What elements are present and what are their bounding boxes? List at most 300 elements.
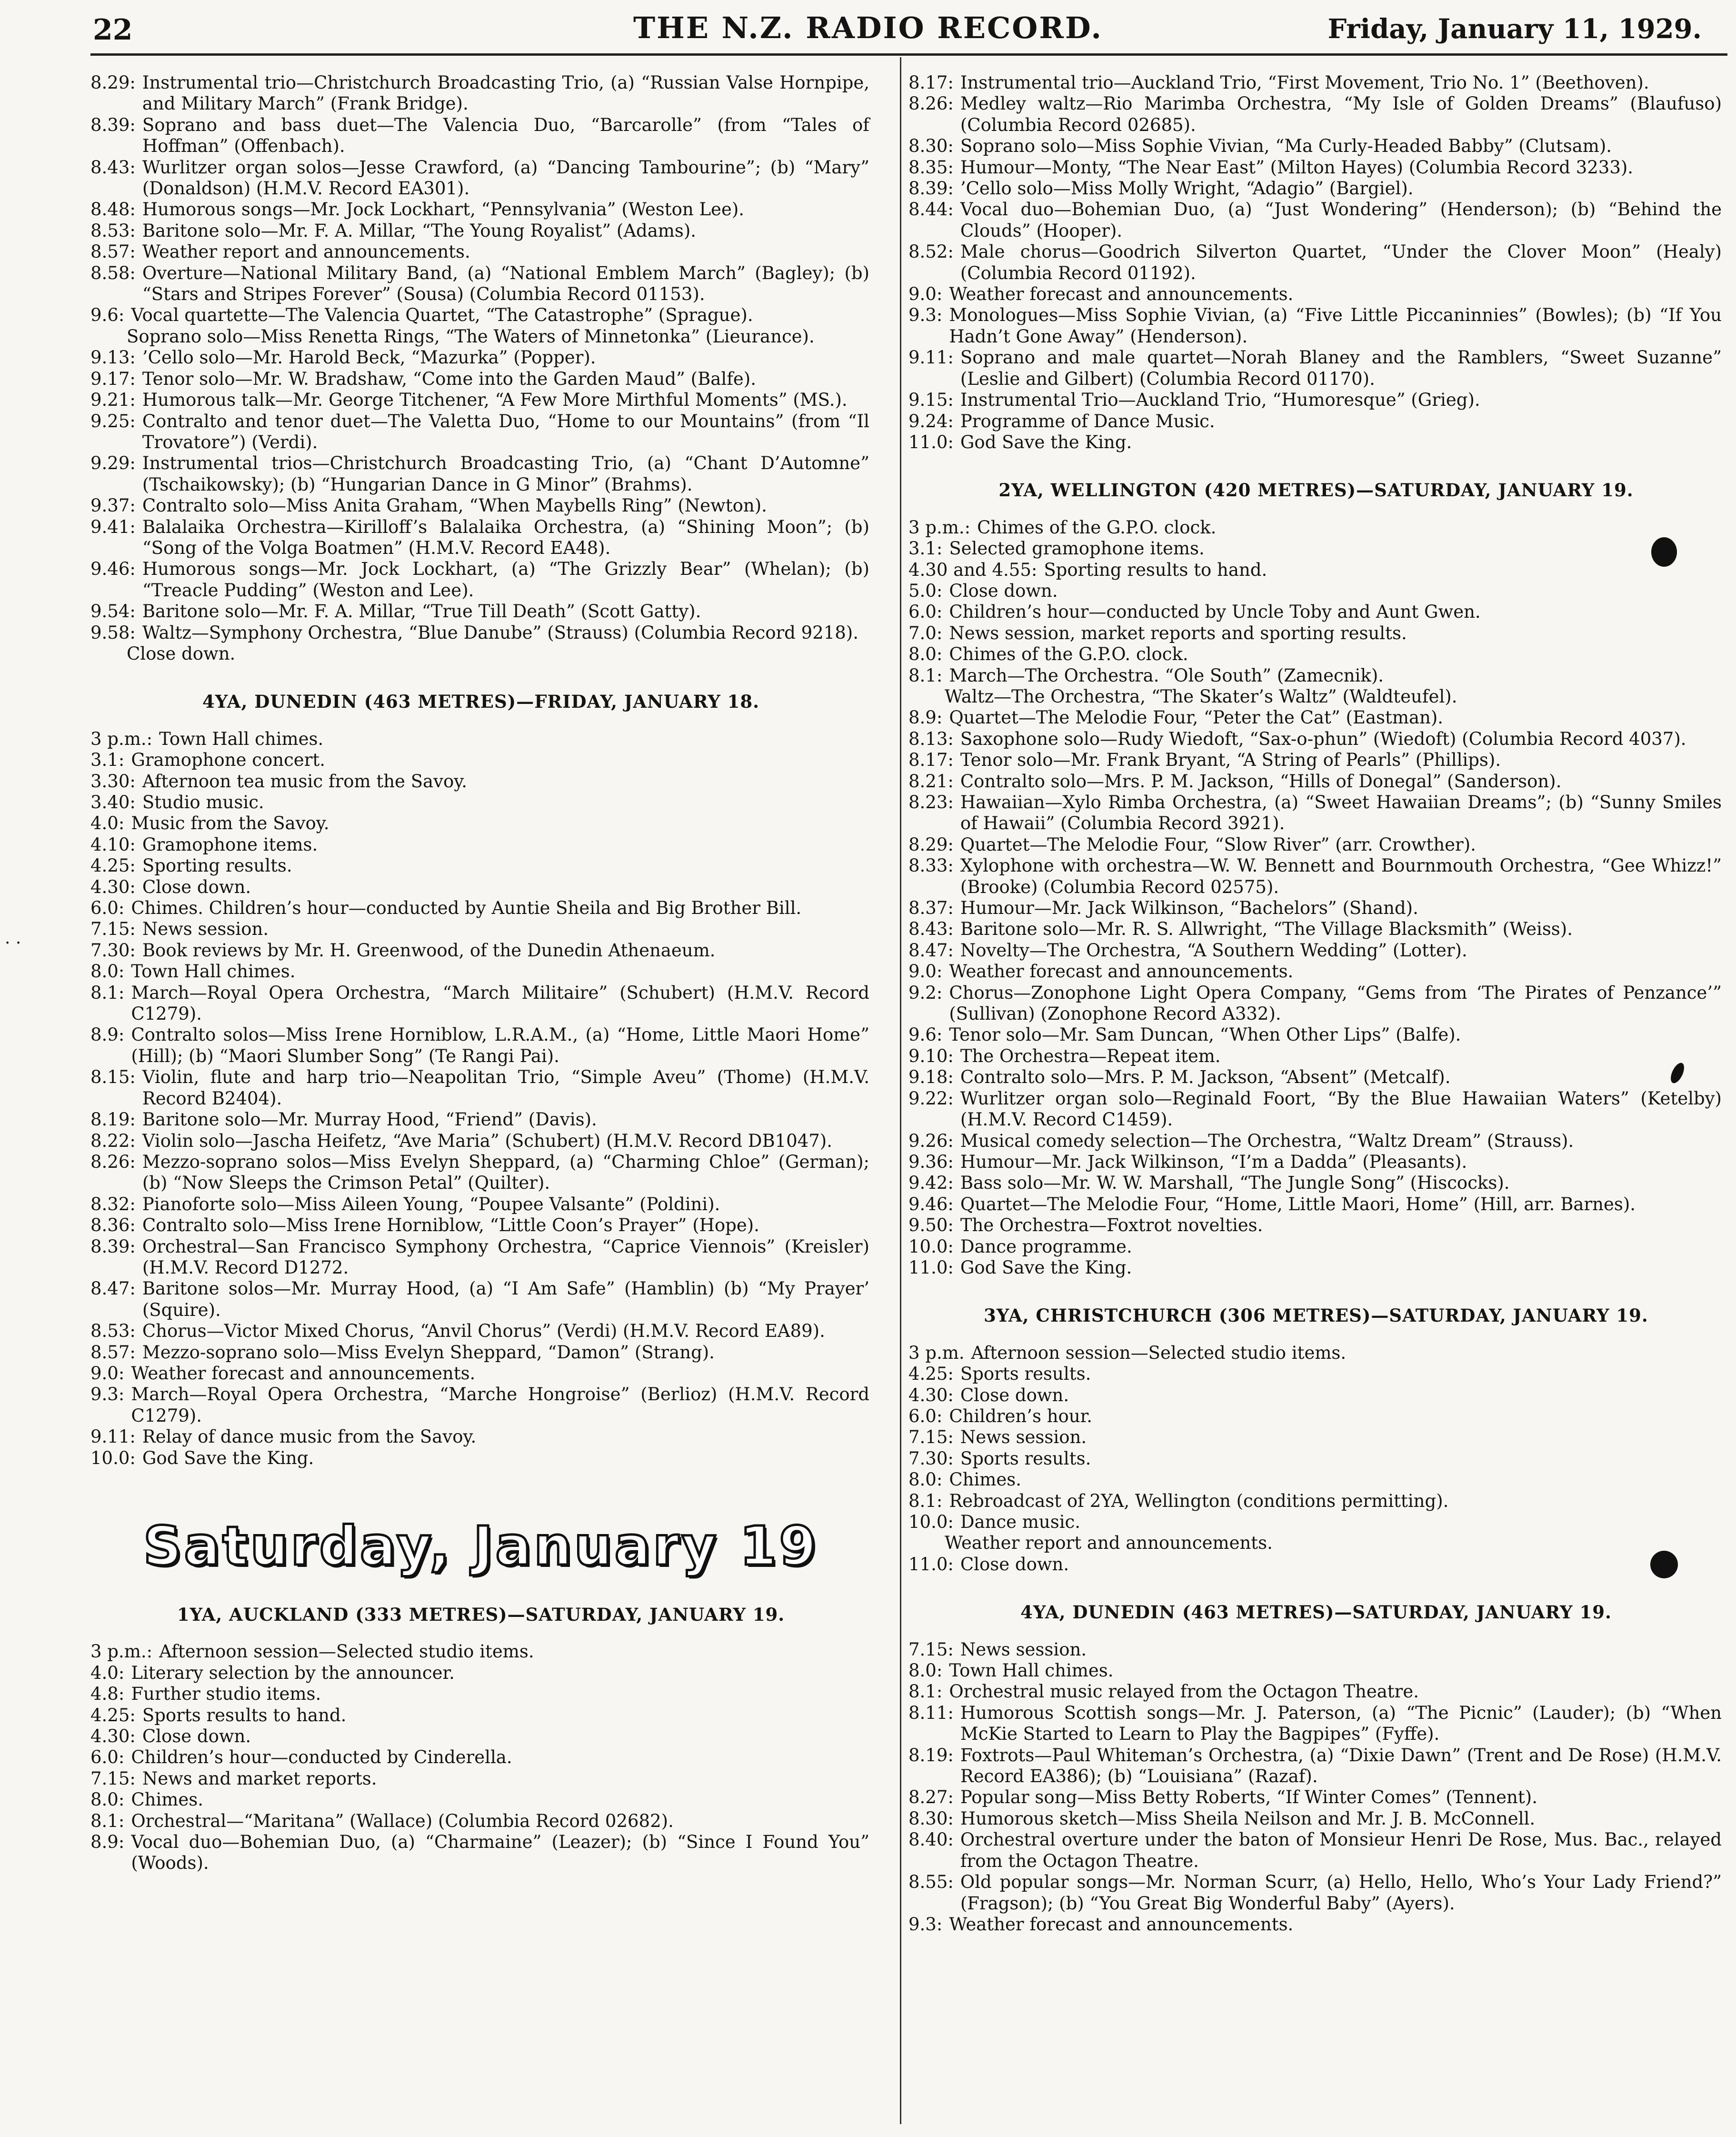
entry-description: Weather forecast and announcements. (131, 1363, 476, 1384)
entry-description: Soprano solo—Miss Sophie Vivian, “Ma Curly-Headed Babby” (Clutsam). (960, 136, 1612, 157)
entry-time: 8.17: (908, 72, 954, 93)
entry-description: Town Hall chimes. (131, 961, 296, 982)
programme-entry (90, 305, 871, 326)
programme-entry (90, 1641, 871, 1662)
entry-description: Baritone solo—Mr. F. A. Millar, “True Till Death” (Scott Gatty). (142, 601, 701, 622)
programme-entry (90, 855, 871, 876)
entry-time: 9.13: (90, 347, 136, 368)
entry-time: 9.0: (908, 284, 943, 305)
programme-entry (908, 390, 1724, 411)
entry-time: 10.0: (90, 1447, 136, 1468)
entry-time: 4.0: (90, 813, 125, 834)
programme-entry (908, 1257, 1724, 1278)
programme-entry (90, 1663, 871, 1684)
programme-entry (90, 1067, 871, 1109)
entry-time: 9.6: (90, 305, 125, 326)
entry-description: Town Hall chimes. (949, 1660, 1114, 1681)
issue-date: Friday, January 11, 1929. (1327, 13, 1702, 45)
entry-time: 8.39: (90, 1236, 136, 1257)
entry-time: 3 p.m. (908, 1342, 965, 1363)
entry-description: Pianoforte solo—Miss Aileen Young, “Poupee Valsante” (Poldini). (142, 1194, 720, 1214)
entry-description: Children’s hour—conducted by Cinderella. (131, 1747, 512, 1768)
entry-description: Instrumental trios—Christchurch Broadcasting Trio, (a) “Chant D’Automne” (Tschaikowsky); (b) “Hungarian Dance in G Minor” (Brahms). (142, 453, 869, 495)
programme-entry (90, 1194, 871, 1215)
station-heading: 4YA, DUNEDIN (463 METRES)—SATURDAY, JANUARY 19. (1020, 1602, 1612, 1623)
entry-time: 8.39: (90, 114, 136, 135)
programme-entry (908, 1681, 1724, 1702)
entry-description: Tenor solo—Mr. Frank Bryant, “A String of Pearls” (Phillips). (960, 750, 1501, 771)
programme-entry (908, 1385, 1724, 1406)
programme-entry (90, 347, 871, 368)
entry-time: 8.13: (908, 728, 954, 749)
entry-description: Relay of dance music from the Savoy. (142, 1426, 477, 1447)
entry-description: Sporting results to hand. (1044, 559, 1267, 580)
entry-time: 8.40: (908, 1829, 954, 1850)
entry-time: 4.30: (908, 1385, 954, 1405)
entry-time: 7.0: (908, 622, 943, 643)
entry-description: Sports results. (960, 1448, 1091, 1469)
entry-time: 4.0: (90, 1662, 125, 1683)
entry-description: Studio music. (142, 792, 264, 813)
entry-time: 8.0: (90, 961, 125, 982)
entry-description: Literary selection by the announcer. (131, 1662, 455, 1683)
programme-entry (908, 792, 1724, 834)
entry-time: 9.29: (90, 453, 136, 474)
programme-entry (908, 1131, 1724, 1152)
programme-entry (908, 199, 1724, 241)
entry-time: 6.0: (90, 898, 125, 919)
programme-entry (90, 1024, 871, 1067)
programme-entry (90, 792, 871, 813)
entry-time: 8.29: (90, 72, 136, 93)
programme-entry (90, 1278, 871, 1321)
entry-time: 8.23: (908, 792, 954, 813)
programme-entry (908, 1215, 1724, 1236)
header-rule (90, 53, 1727, 56)
entry-description: Chorus—Victor Mixed Chorus, “Anvil Chorus” (Verdi) (H.M.V. Record EA89). (142, 1321, 825, 1342)
entry-description: March—The Orchestra. “Ole South” (Zamecnik). (949, 665, 1384, 686)
entry-time: 9.3: (90, 1384, 125, 1405)
programme-entry (90, 72, 871, 115)
programme-entry (908, 1173, 1724, 1194)
entry-time: 8.58: (90, 262, 136, 283)
entry-description: Weather forecast and announcements. (949, 961, 1294, 982)
entry-time: 9.3: (908, 1914, 943, 1935)
entry-time: 9.54: (90, 601, 136, 622)
programme-entry (90, 390, 871, 411)
entry-description: God Save the King. (960, 431, 1132, 452)
entry-time: 4.30 and 4.55: (908, 559, 1038, 580)
entry-time: 8.43: (90, 157, 136, 178)
entry-time: 8.1: (908, 1681, 943, 1702)
entry-time: 8.1: (908, 1490, 943, 1511)
entry-time: 9.46: (90, 559, 136, 580)
programme-entry (908, 1512, 1724, 1533)
entry-description: Tenor solo—Mr. W. Bradshaw, “Come into the Garden Maud” (Balfe). (142, 368, 756, 389)
entry-description: Contralto solos—Miss Irene Horniblow, L.R.A.M., (a) “Home, Little Maori Home” (Hill); (b) “Maori Slumber Song” (Te Rangi Pai). (131, 1024, 869, 1066)
entry-time: 8.0: (90, 1789, 125, 1810)
entry-time: 8.57: (90, 241, 136, 262)
entry-description: Orchestral—“Maritana” (Wallace) (Columbia Record 02682). (131, 1810, 674, 1831)
entry-description: Humorous Scottish songs—Mr. J. Paterson, (a) “The Picnic” (Lauder); (b) “When McKie Started to Learn to Play the Bagpipes” (Fyffe). (960, 1702, 1722, 1745)
entry-description: Waltz—Symphony Orchestra, “Blue Danube” (Strauss) (Columbia Record 9218). (142, 622, 858, 643)
entry-time: 9.17: (90, 368, 136, 389)
entry-description: Children’s hour. (949, 1405, 1093, 1426)
entry-time: 4.30: (90, 1726, 136, 1747)
entry-time: 10.0: (908, 1236, 954, 1257)
entry-description: Afternoon session—Selected studio items. (971, 1342, 1347, 1363)
entry-time: 9.15: (908, 390, 954, 411)
programme-entry (908, 983, 1724, 1025)
entry-description: Vocal duo—Bohemian Duo, (a) “Charmaine” (Leazer); (b) “Since I Found You” (Woods). (131, 1832, 869, 1874)
entry-time: 6.0: (908, 1405, 943, 1426)
entry-time: 3 p.m.: (908, 517, 971, 538)
entry-description: Chimes. (949, 1469, 1022, 1490)
ink-blot (1650, 1551, 1678, 1578)
column-divider (900, 57, 901, 2124)
entry-time: 8.19: (90, 1109, 136, 1130)
entry-description: News session. (142, 919, 269, 940)
left-column (90, 72, 871, 1874)
entry-time: 8.47: (90, 1278, 136, 1299)
entry-time: 3 p.m.: (90, 1641, 153, 1662)
entry-time: 9.50: (908, 1215, 954, 1236)
entry-time: 11.0: (908, 1554, 954, 1575)
entry-time: 8.37: (908, 898, 954, 919)
programme-entry (908, 855, 1724, 898)
entry-time: 9.58: (90, 622, 136, 643)
programme-entry (90, 601, 871, 622)
entry-description: Close down. (960, 1554, 1069, 1575)
entry-time: 6.0: (908, 602, 943, 622)
entry-description: Weather report and announcements. (142, 241, 470, 262)
entry-time: 9.22: (908, 1088, 954, 1109)
programme-entry (90, 1747, 871, 1768)
entry-time: 4.10: (90, 834, 136, 855)
programme-entry (908, 241, 1724, 284)
entry-time: 8.0: (908, 1469, 943, 1490)
entry-description: The Orchestra—Repeat item. (960, 1045, 1221, 1066)
entry-time: 9.3: (908, 305, 943, 326)
programme-entry (908, 686, 1724, 707)
entry-description: Monologues—Miss Sophie Vivian, (a) “Five Little Piccaninnies” (Bowles); (b) “If You Hadn’t Gone Away” (Henderson). (949, 305, 1722, 347)
entry-time: 8.1: (908, 665, 943, 686)
entry-description: Orchestral overture under the baton of Monsieur Henri De Rose, Mus. Bac., relayed from the Octagon Theatre. (960, 1829, 1722, 1871)
programme-entry (90, 263, 871, 305)
programme-entry (90, 983, 871, 1025)
right-column (908, 72, 1724, 1935)
entry-time: 9.41: (90, 516, 136, 537)
entry-time: 8.0: (908, 1660, 943, 1681)
entry-time: 9.26: (908, 1130, 954, 1151)
entry-description: Close down. (142, 876, 251, 897)
entry-description: Humorous songs—Mr. Jock Lockhart, (a) “The Grizzly Bear” (Whelan); (b) “Treacle Pudding” (Weston and Lee). (142, 559, 869, 601)
entry-time: 9.0: (908, 961, 943, 982)
entry-description: Musical comedy selection—The Orchestra, “Waltz Dream” (Strauss). (960, 1130, 1574, 1151)
entry-description: Humour—Mr. Jack Wilkinson, “I’m a Dadda” (Pleasants). (960, 1151, 1467, 1172)
programme-entry (90, 199, 871, 220)
entry-time: 7.30: (90, 940, 136, 961)
entry-time: 4.25: (90, 855, 136, 876)
programme-entry (908, 1787, 1724, 1808)
entry-time: 8.44: (908, 199, 954, 220)
entry-description: Chimes of the G.P.O. clock. (949, 644, 1188, 665)
programme-entry (908, 771, 1724, 792)
entry-time: 8.36: (90, 1215, 136, 1236)
entry-time: 8.55: (908, 1872, 954, 1893)
programme-entry (90, 898, 871, 919)
programme-entry (908, 93, 1724, 136)
programme-entry (908, 136, 1724, 157)
programme-entry (90, 1811, 871, 1832)
programme-entry (90, 1705, 871, 1726)
programme-entry (90, 1448, 871, 1469)
programme-entry (90, 495, 871, 516)
entry-description: Xylophone with orchestra—W. W. Bennett and Bournmouth Orchestra, “Gee Whizz!” (Brooke) (Columbia Record 02575). (960, 855, 1722, 897)
programme-entry (908, 178, 1724, 199)
entry-time: 4.8: (90, 1684, 125, 1705)
programme-entry (90, 643, 871, 664)
programme-entry (90, 1726, 871, 1747)
programme-entry (90, 1109, 871, 1130)
entry-time: 8.17: (908, 750, 954, 771)
entry-description: Children’s hour—conducted by Uncle Toby and Aunt Gwen. (949, 602, 1481, 622)
entry-time: 8.48: (90, 199, 136, 220)
programme-entry (90, 1342, 871, 1363)
entry-description: Dance programme. (960, 1236, 1132, 1257)
programme-entry (90, 241, 871, 262)
entry-time: 9.0: (90, 1363, 125, 1384)
station-heading: 1YA, AUCKLAND (333 METRES)—SATURDAY, JANUARY 19. (177, 1604, 785, 1625)
entry-description: Violin solo—Jascha Heifetz, “Ave Maria” (Schubert) (H.M.V. Record DB1047). (142, 1130, 833, 1151)
entry-description: Afternoon session—Selected studio items. (159, 1641, 534, 1662)
programme-entry (908, 1427, 1724, 1448)
entry-description: March—Royal Opera Orchestra, “Marche Hongroise” (Berlioz) (H.M.V. Record C1279). (131, 1384, 869, 1426)
entry-description: Close down. (127, 643, 236, 664)
page-number: 22 (93, 13, 133, 47)
entry-description: Hawaiian—Xylo Rimba Orchestra, (a) “Sweet Hawaiian Dreams”; (b) “Sunny Smiles of Hawaii” (Columbia Record 3921). (960, 792, 1722, 834)
entry-description: Balalaika Orchestra—Kirilloff’s Balalaika Orchestra, (a) “Shining Moon”; (b) “Song of the Volga Boatmen” (H.M.V. Record EA48). (142, 516, 869, 558)
programme-entry (90, 115, 871, 157)
programme-entry (908, 284, 1724, 305)
programme-entry (908, 1639, 1724, 1660)
entry-description: Humorous talk—Mr. George Titchener, “A Few More Mirthful Moments” (MS.). (142, 390, 848, 411)
programme-entry (90, 369, 871, 390)
entry-description: Humour—Mr. Jack Wilkinson, “Bachelors” (Shand). (960, 898, 1418, 919)
entry-description: Music from the Savoy. (131, 813, 329, 834)
programme-entry (908, 750, 1724, 771)
programme-entry (908, 665, 1724, 686)
entry-description: Chimes. Children’s hour—conducted by Auntie Sheila and Big Brother Bill. (131, 898, 802, 919)
entry-description: Wurlitzer organ solo—Reginald Foort, “By the Blue Hawaiian Waters” (Ketelby) (H.M.V. Record C1459). (960, 1088, 1722, 1130)
entry-description: Contralto solo—Miss Irene Horniblow, “Little Coon’s Prayer” (Hope). (142, 1215, 759, 1236)
entry-description: Sports results. (960, 1364, 1091, 1385)
entry-description: Baritone solo—Mr. F. A. Millar, “The Young Royalist” (Adams). (142, 220, 697, 241)
entry-time: 8.19: (908, 1745, 954, 1766)
entry-time: 9.18: (908, 1067, 954, 1088)
programme-entry (908, 1194, 1724, 1215)
entry-description: Violin, flute and harp trio—Neapolitan Trio, “Simple Aveu” (Thome) (H.M.V. Record B2404). (142, 1067, 869, 1109)
entry-time: 8.26: (90, 1151, 136, 1172)
entry-time: 4.25: (90, 1705, 136, 1726)
entry-time: 4.25: (908, 1364, 954, 1385)
entry-description: Bass solo—Mr. W. W. Marshall, “The Jungle Song” (Hiscocks). (960, 1173, 1510, 1194)
programme-entry (908, 411, 1724, 432)
programme-entry (908, 919, 1724, 940)
programme-entry (908, 1024, 1724, 1045)
entry-time: 8.33: (908, 855, 954, 876)
entry-description: Programme of Dance Music. (960, 411, 1215, 431)
programme-entry (908, 1067, 1724, 1088)
entry-description: Chimes. (131, 1789, 204, 1810)
entry-description: Book reviews by Mr. H. Greenwood, of the Dunedin Athenaeum. (142, 940, 716, 961)
entry-description: Humorous sketch—Miss Sheila Neilson and Mr. J. B. McConnell. (960, 1808, 1536, 1829)
entry-time: 8.9: (90, 1024, 125, 1045)
entry-time: 5.0: (908, 580, 943, 601)
programme-entry (908, 1343, 1724, 1364)
entry-time: 9.2: (908, 982, 943, 1003)
entry-time: 8.35: (908, 157, 954, 178)
programme-entry (90, 1426, 871, 1447)
entry-description: Weather forecast and announcements. (949, 1914, 1294, 1935)
entry-time: 9.10: (908, 1045, 954, 1066)
entry-description: God Save the King. (142, 1447, 314, 1468)
entry-description: The Orchestra—Foxtrot novelties. (960, 1215, 1263, 1236)
entry-description: Instrumental Trio—Auckland Trio, “Humoresque” (Grieg). (960, 390, 1480, 411)
programme-entry (908, 1491, 1724, 1512)
entry-description: Orchestral—San Francisco Symphony Orchestra, “Caprice Viennois” (Kreisler) (H.M.V. Record D1272. (142, 1236, 869, 1278)
entry-description: Orchestral music relayed from the Octagon Theatre. (949, 1681, 1419, 1702)
programme-entry (908, 623, 1724, 644)
entry-description: Chorus—Zonophone Light Opera Company, “Gems from ‘The Pirates of Penzance’” (Sullivan) (Zonophone Record A332). (949, 982, 1722, 1024)
entry-description: Vocal quartette—The Valencia Quartet, “The Catastrophe” (Sprague). (131, 305, 753, 326)
ink-blot (1651, 537, 1677, 567)
programme-entry (908, 1872, 1724, 1914)
entry-description: Weather report and announcements. (945, 1533, 1273, 1554)
programme-entry (908, 1152, 1724, 1173)
entry-description: News session. (960, 1639, 1087, 1660)
programme-entry (908, 1088, 1724, 1131)
programme-entry (908, 1554, 1724, 1575)
programme-entry (90, 622, 871, 643)
entry-description: Quartet—The Melodie Four, “Peter the Cat” (Eastman). (949, 707, 1444, 728)
programme-entry (908, 1364, 1724, 1385)
entry-description: Close down. (949, 580, 1058, 601)
entry-time: 9.25: (90, 411, 136, 431)
programme-entry (908, 157, 1724, 178)
entry-time: 8.47: (908, 940, 954, 961)
programme-entry (908, 1448, 1724, 1469)
programme-entry (90, 1321, 871, 1342)
entry-description: Humorous songs—Mr. Jock Lockhart, “Pennsylvania” (Weston Lee). (142, 199, 745, 220)
entry-time: 8.9: (90, 1832, 125, 1853)
programme-entry (908, 72, 1724, 93)
entry-time: 9.37: (90, 495, 136, 516)
programme-entry (90, 1789, 871, 1810)
entry-description: Male chorus—Goodrich Silverton Quartet, “Under the Clover Moon” (Healy) (Columbia Record 01192). (960, 241, 1722, 283)
entry-time: 8.43: (908, 919, 954, 940)
entry-time: 8.32: (90, 1194, 136, 1214)
entry-time: 8.11: (908, 1702, 954, 1723)
entry-time: 7.15: (90, 919, 136, 940)
programme-entry (90, 559, 871, 601)
programme-entry (90, 1832, 871, 1874)
programme-entry (90, 813, 871, 834)
entry-time: 7.15: (908, 1639, 954, 1660)
entry-description: Mezzo-soprano solo—Miss Evelyn Sheppard, “Damon” (Strang). (142, 1342, 715, 1363)
entry-time: 11.0: (908, 431, 954, 452)
programme-entry (90, 877, 871, 898)
margin-specks: · · (5, 933, 21, 953)
entry-time: 8.53: (90, 220, 136, 241)
programme-entry (908, 432, 1724, 453)
programme-entry (908, 834, 1724, 855)
entry-description: Instrumental trio—Auckland Trio, “First Movement, Trio No. 1” (Beethoven). (960, 72, 1649, 93)
programme-entry (90, 940, 871, 961)
programme-entry (90, 1384, 871, 1426)
entry-time: 7.30: (908, 1448, 954, 1469)
entry-description: Dance music. (960, 1512, 1081, 1532)
programme-entry (908, 1406, 1724, 1427)
entry-description: Weather forecast and announcements. (949, 284, 1294, 305)
entry-time: 3.40: (90, 792, 136, 813)
entry-description: News session. (960, 1427, 1087, 1448)
programme-entry (90, 1131, 871, 1152)
entry-time: 8.1: (90, 1810, 125, 1831)
entry-time: 8.53: (90, 1321, 136, 1342)
programme-entry (90, 517, 871, 559)
entry-time: 8.52: (908, 241, 954, 262)
station-heading: 2YA, WELLINGTON (420 METRES)—SATURDAY, JANUARY 19. (998, 480, 1634, 501)
entry-time: 9.21: (90, 390, 136, 411)
entry-description: Instrumental trio—Christchurch Broadcasting Trio, (a) “Russian Valse Hornpipe, and Military March” (Frank Bridge). (142, 72, 869, 114)
entry-description: Afternoon tea music from the Savoy. (142, 771, 468, 792)
entry-description: Tenor solo—Mr. Sam Duncan, “When Other Lips” (Balfe). (949, 1024, 1461, 1045)
programme-entry (90, 326, 871, 347)
entry-description: Selected gramophone items. (949, 538, 1205, 559)
programme-entry (908, 305, 1724, 347)
programme-entry (908, 517, 1724, 538)
programme-entry (90, 961, 871, 982)
entry-time: 9.6: (908, 1024, 943, 1045)
entry-time: 8.0: (908, 644, 943, 665)
entry-description: Sporting results. (142, 855, 292, 876)
programme-entry (90, 729, 871, 750)
entry-description: Medley waltz—Rio Marimba Orchestra, “My Isle of Golden Dreams” (Blaufuso) (Columbia Record 02685). (960, 93, 1722, 135)
entry-description: Baritone solo—Mr. R. S. Allwright, “The Village Blacksmith” (Weiss). (960, 919, 1573, 940)
entry-time: 3 p.m.: (90, 728, 153, 749)
entry-description: ’Cello solo—Miss Molly Wright, “Adagio” (Bargiel). (960, 178, 1414, 199)
programme-entry (90, 1768, 871, 1789)
programme-entry (90, 1215, 871, 1236)
programme-entry (908, 961, 1724, 982)
programme-entry (908, 1469, 1724, 1490)
entry-time: 11.0: (908, 1257, 954, 1278)
programme-entry (90, 1152, 871, 1194)
entry-time: 8.1: (90, 982, 125, 1003)
entry-time: 8.30: (908, 136, 954, 157)
day-heading: Saturday, January 19 (143, 1515, 819, 1577)
entry-description: Overture—National Military Band, (a) “National Emblem March” (Bagley); (b) “Stars and Stripes Forever” (Sousa) (Columbia Record 01153). (142, 262, 869, 305)
programme-entry (908, 1829, 1724, 1872)
entry-description: Further studio items. (131, 1684, 321, 1705)
station-heading: 3YA, CHRISTCHURCH (306 METRES)—SATURDAY, JANUARY 19. (984, 1305, 1648, 1326)
entry-description: Humour—Monty, “The Near East” (Milton Hayes) (Columbia Record 3233). (960, 157, 1634, 178)
masthead-title: THE N.Z. RADIO RECORD. (633, 10, 1103, 45)
programme-entry (908, 1533, 1724, 1554)
entry-time: 3.1: (908, 538, 943, 559)
entry-description: Saxophone solo—Rudy Wiedoft, “Sax-o-phun” (Wiedoft) (Columbia Record 4037). (960, 728, 1686, 749)
